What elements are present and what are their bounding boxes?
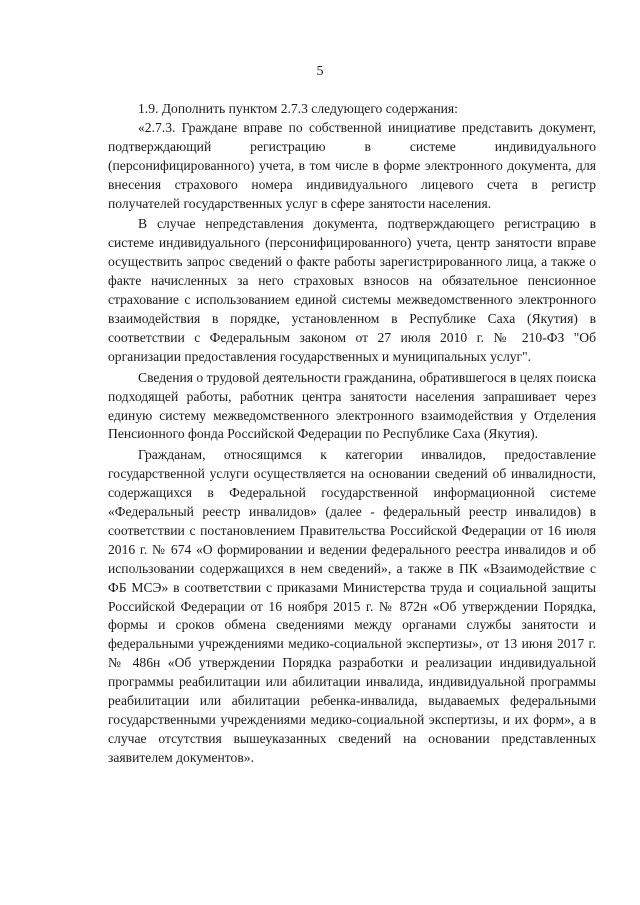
paragraph-2-7-3: «2.7.3. Граждане вправе по собственной инициативе представить документ, подтверждающий регистрацию в системе индивидуального (персонифицированного) учета, в том числе в форме электронного документа, для внесения страхового номера индивидуального лицевого счета в регистр получателей государственных услуг в сфере занятости населения. [108,119,596,211]
paragraph-disabled-citizens: Гражданам, относящимся к категории инвалидов, предоставление государственной услуги осуществляется на основании сведений об инвалидности, содержащихся в Федеральной государственной информационной системе «Федеральный реестр инвалидов» (далее - федеральный реестр инвалидов) в соответствии с постановлением Правительства Российской Федерации от 16 июля 2016 г. № 674 «О формировании и ведении федерального реестра инвалидов и об использовании содержащихся в нем сведений», а также в ПК «Взаимодействие с ФБ МСЭ» в соответствии с приказами Министерства труда и социальной защиты Российской Федерации от 16 ноября 2015 г. № 872н «Об утверждении Порядка, формы и сроков обмена сведениями между органами службы занятости и федеральными учреждениями медико-социальной экспертизы», от 13 июня 2017 г. № 486н «Об утверждении Порядка разработки и реализации индивидуальной программы реабилитации или абилитации инвалида, индивидуальной программы реабилитации или абилитации ребенка-инвалида, выдаваемых федеральными государственными учреждениями медико-социальной экспертизы, и их форм», а в случае отсутствия вышеуказанных сведений на основании представленных заявителем документов». [108,447,596,765]
document-body [108,100,596,768]
amendment-heading: 1.9. Дополнить пунктом 2.7.3 следующего содержания: [138,101,458,116]
paragraph-labor-activity: Сведения о трудовой деятельности гражданина, обратившегося в целях поиска подходящей работы, работник центра занятости населения запрашивает через единую систему межведомственного электронного взаимодействия у Отделения Пенсионного фонда Российской Федерации по Республике Саха (Якутия). [108,369,596,442]
paragraph-registration-request: В случае непредставления документа, подтверждающего регистрацию в системе индивидуального (персонифицированного) учета, центр занятости вправе осуществить запрос сведений о факте работы зарегистрированного лица, а также о факте начисленных за него страховых взносов на обязательное пенсионное страхование с использованием единой системы межведомственного электронного взаимодействия в порядке, установленном в Республике Саха (Якутия) в соответствии с Федеральным законом от 27 июля 2010 г. № 210-ФЗ "Об организации предоставления государственных и муниципальных услуг". [108,216,596,364]
page-number: 5 [316,64,324,79]
